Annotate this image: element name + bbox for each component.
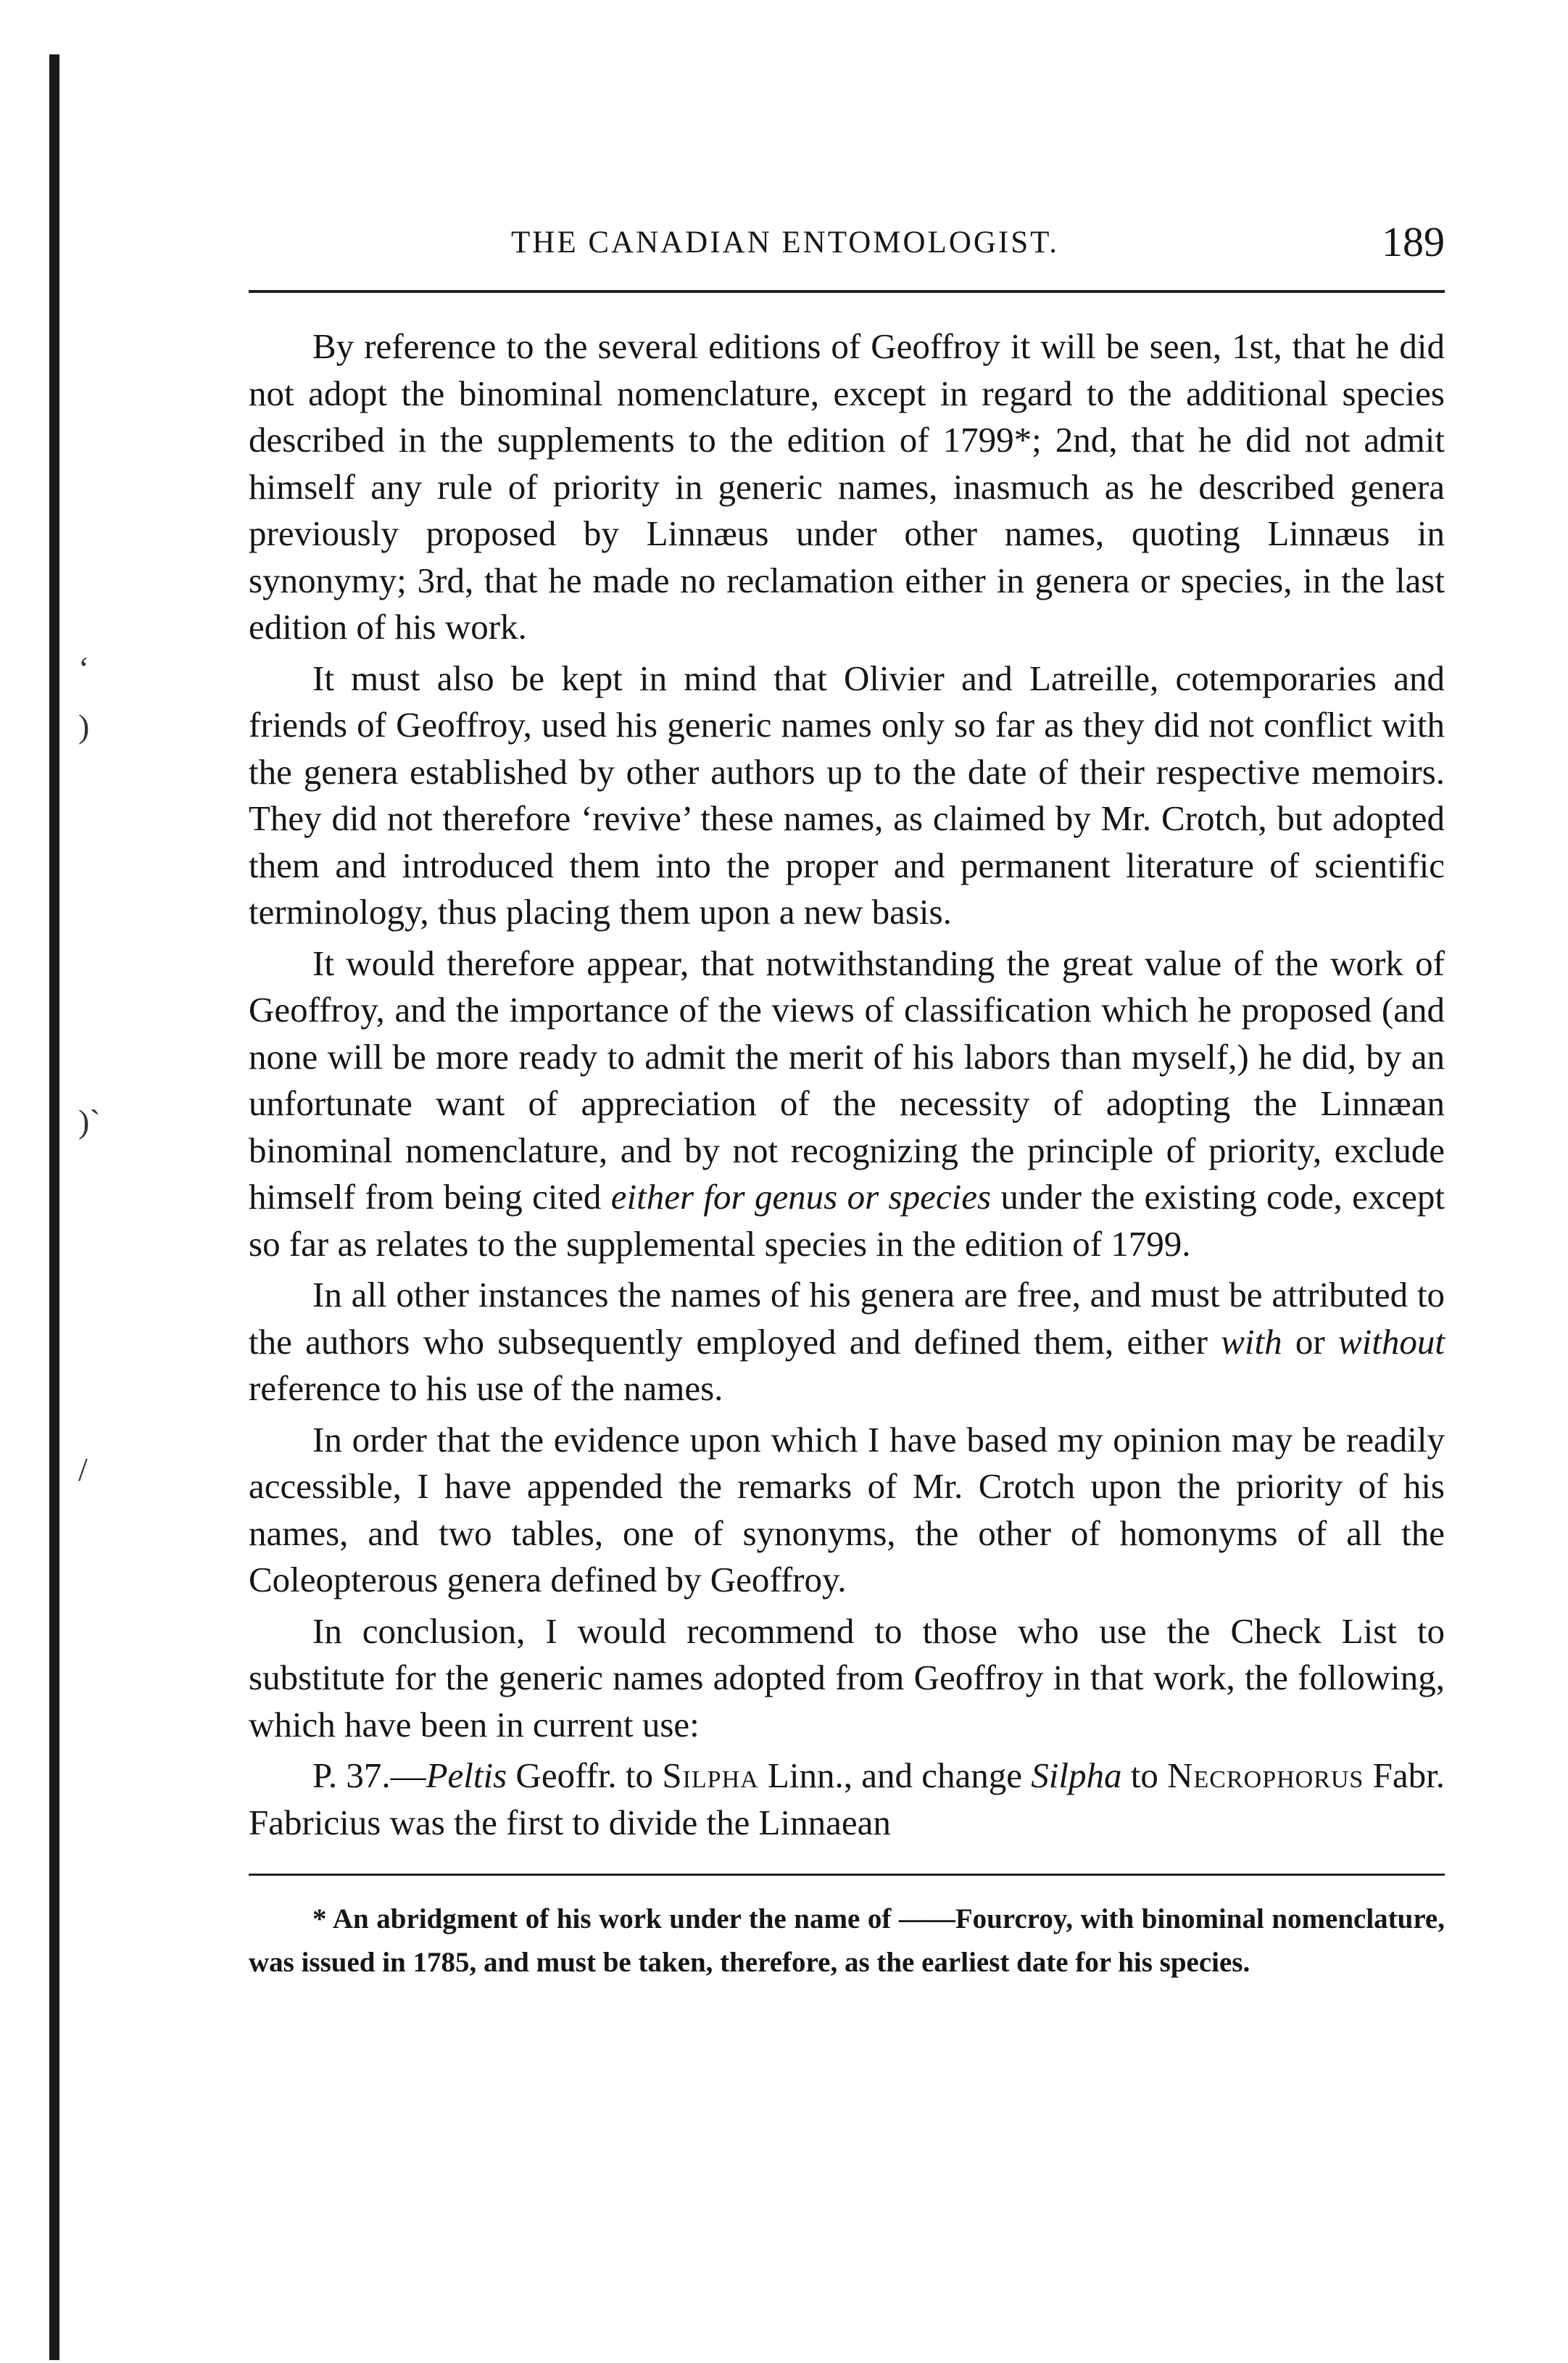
genus-name-caps: Silpha: [662, 1755, 759, 1795]
header-rule: [249, 290, 1445, 293]
paragraph-text: In all other instances the names of his genera are free, and must be attributed to the authors who subsequently employed and defined them, either: [249, 1275, 1445, 1362]
page: [249, 218, 1445, 1985]
footnote: * An abridgment of his work under the name of ——Fourcroy, with binominal nomenclature, was issued in 1785, and must be taken, therefore, as the earliest date for his species.: [249, 1903, 1445, 1978]
margin-mark: /: [78, 1451, 88, 1488]
genus-name: Peltis: [426, 1755, 507, 1795]
genus-name: Silpha: [1031, 1755, 1122, 1795]
margin-marks: [64, 0, 122, 2363]
margin-mark: )`: [78, 1103, 101, 1140]
body-text: [249, 323, 1445, 1846]
journal-title: THE CANADIAN ENTOMOLOGIST.: [511, 225, 1059, 260]
paragraph-text: or: [1282, 1321, 1338, 1362]
margin-mark: ): [78, 708, 90, 745]
paragraph-text: Fabr. Fabricius was the first to divide the Linnaean: [249, 1755, 1445, 1842]
paragraph-text: under the existing code, except so far as relates to the supplemental species in the edition of 1799.: [249, 1177, 1445, 1264]
binding-edge: [49, 54, 59, 2360]
paragraph: [249, 1752, 1445, 1846]
italic-word: with: [1221, 1321, 1282, 1362]
paragraph: In conclusion, I would recommend to those who use the Check List to substitute for the generic names adopted from Geoffroy in that work, the following, which have been in current use:: [249, 1610, 1445, 1745]
paragraph-text: It would therefore appear, that notwithstanding the great value of the work of Geoffroy, and the importance of the views of classification which he proposed (and none will be more ready to admit the merit of his labors than myself,) he did, by an unfortunate want of appreciation of the necessity of adopting the Linnæan binominal nomenclature, and by not recognizing the principle of priority, exclude himself from being cited: [249, 943, 1445, 1217]
paragraph-text: Geoffr. to: [507, 1755, 663, 1795]
paragraph: It must also be kept in mind that Olivier and Latreille, cotemporaries and friends of Geoffroy, used his generic names only so far as they did not conflict with the genera established by other authors up to the date of their respective memoirs. They did not therefore ‘revive’ these names, as claimed by Mr. Crotch, but adopted them and introduced them into the proper and permanent literature of scientific terminology, thus placing them upon a new basis.: [249, 658, 1445, 932]
page-number: 189: [1382, 218, 1445, 265]
footnote-rule: [249, 1874, 1445, 1876]
italic-phrase: either for genus or species: [610, 1177, 992, 1217]
paragraph: [249, 940, 1445, 1268]
paragraph: [249, 1272, 1445, 1412]
paragraph-text: P. 37.—: [312, 1755, 426, 1795]
genus-name-caps: Necrophorus: [1167, 1755, 1364, 1795]
paragraph-text: Linn., and change: [758, 1755, 1032, 1795]
paragraph: By reference to the several editions of Geoffroy it will be seen, 1st, that he did not adopt the binominal nomenclature, except in regard to the additional species described in the supplements to the edition of 1799*; 2nd, that he did not admit himself any rule of priority in generic names, inasmuch as he described genera previously proposed by Linnæus under other names, quoting Linnæus in synonymy; 3rd, that he made no reclamation either in genera or species, in the last edition of his work.: [249, 326, 1445, 647]
running-head: [249, 218, 1445, 281]
paragraph-text: reference to his use of the names.: [249, 1368, 723, 1408]
paragraph: In order that the evidence upon which I have based my opinion may be readily accessible, I have appended the remarks of Mr. Crotch upon the priority of his names, and two tables, one of synonyms, the other of homonyms of all the Coleopterous genera defined by Geoffroy.: [249, 1419, 1445, 1600]
margin-mark: ‘: [78, 650, 90, 687]
paragraph-text: to: [1121, 1755, 1168, 1795]
italic-word: without: [1337, 1321, 1445, 1362]
